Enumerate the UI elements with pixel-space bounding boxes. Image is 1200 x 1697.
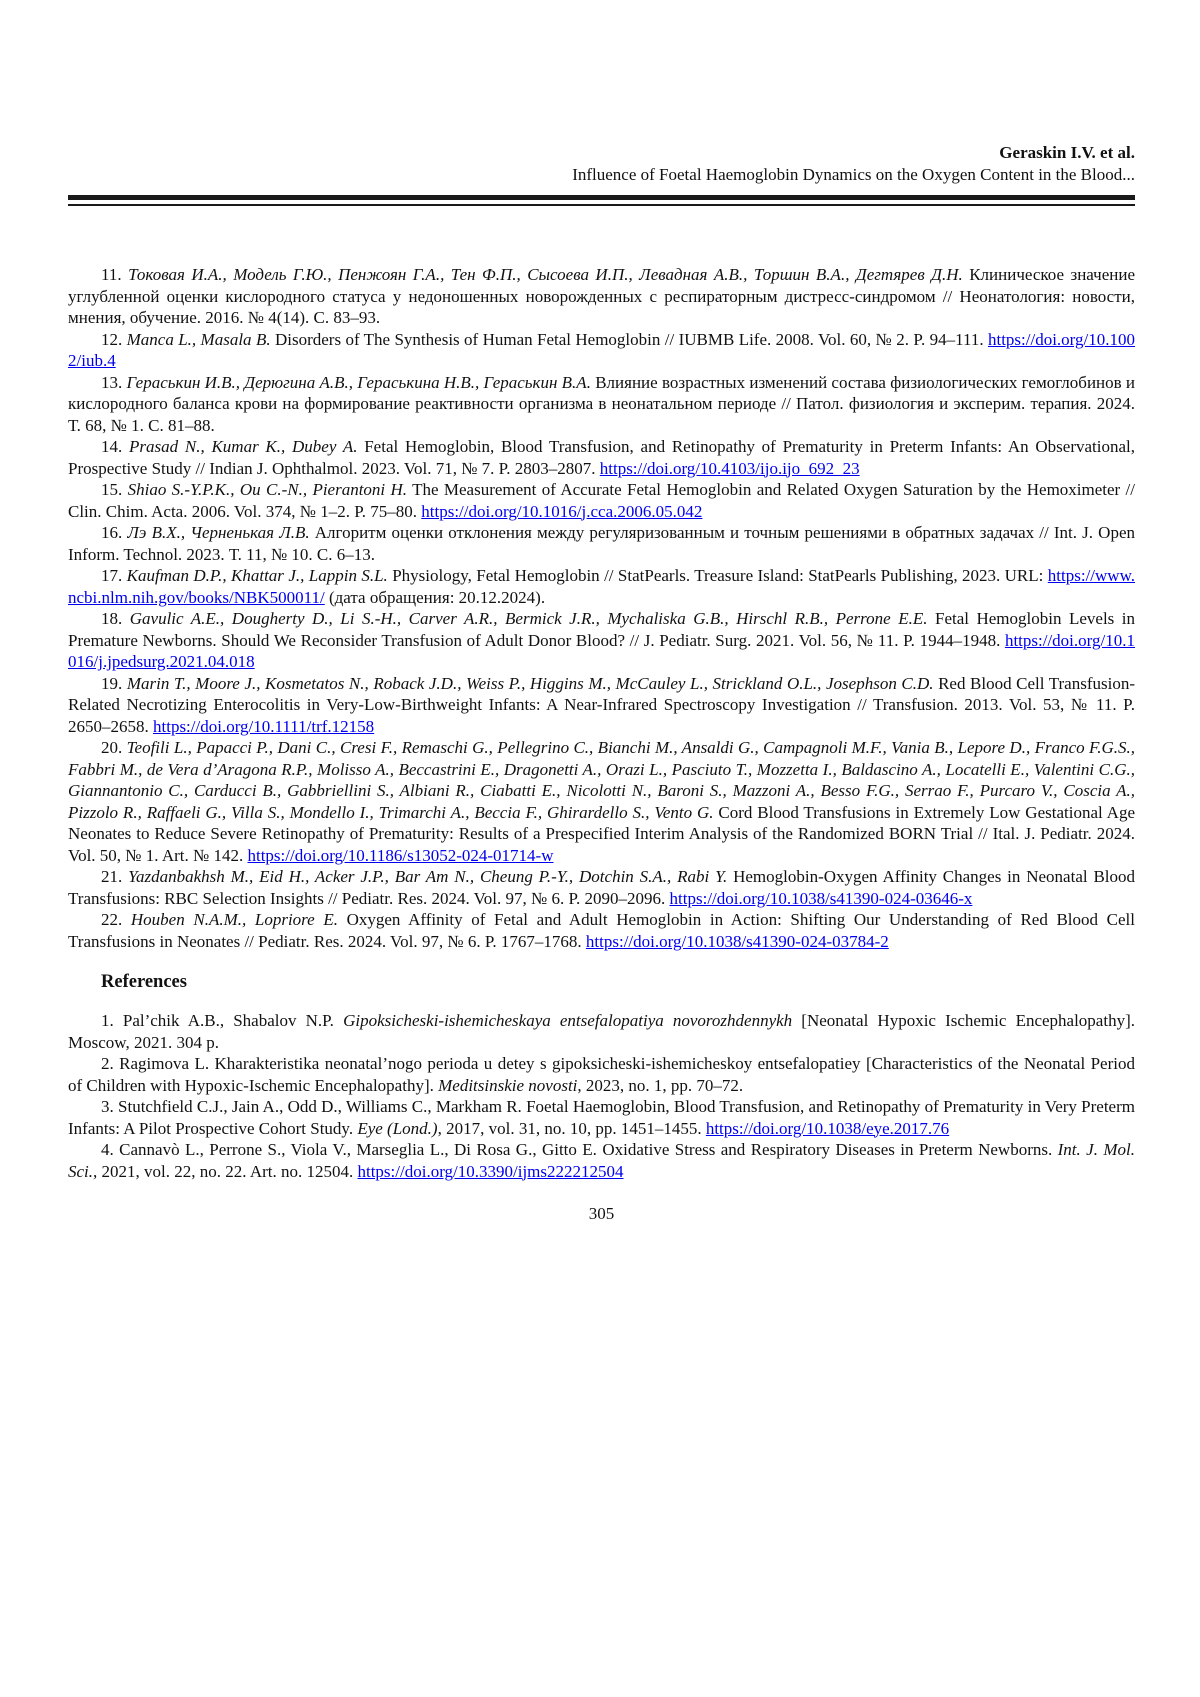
doi-link[interactable]: https://doi.org/10.1186/s13052-024-01714-w — [247, 845, 554, 865]
reference-authors: Гераськин И.В., Дерюгина А.В., Гераськина Н.В., Гераськин В.А. — [126, 372, 591, 392]
reference-item-16 — [68, 522, 1135, 565]
reference-number: 22. — [101, 910, 131, 929]
running-head-title: Influence of Foetal Haemoglobin Dynamics on the Oxygen Content in the Blood... — [572, 165, 1135, 184]
reference-authors: Manca L., Masala B. — [126, 329, 271, 349]
reference-item-11 — [68, 264, 1135, 329]
reference-item-19 — [68, 673, 1135, 738]
reference-text: , 2021, vol. 22, no. 22. Art. no. 12504. — [93, 1161, 358, 1181]
reference-authors: Yazdanbakhsh M., Eid H., Acker J.P., Bar Am N., Cheung P.-Y., Dotchin S.A., Rabi Y. — [128, 867, 728, 886]
doi-link[interactable]: https://doi.org/10.3390/ijms222212504 — [357, 1161, 624, 1181]
doi-link[interactable]: https://doi.org/10.4103/ijo.ijo_692_23 — [599, 458, 860, 478]
reference-number: 20. — [101, 738, 127, 757]
reference-text: Disorders of The Synthesis of Human Fetal Hemoglobin // IUBMB Life. 2008. Vol. 60, № 2. P. 94–111. — [270, 329, 988, 349]
reference-item-14 — [68, 436, 1135, 479]
reference-text: Cord Blood Transfusions in Extremely Low Gestational Age Neonates to Reduce Severe Retinopathy of Prematurity: Results of a Prespecified Interim Analysis of the Randomized BORN Trial // Ital. J. Pediatr. 2024. Vol. 50, № 1. Art. № 142. — [68, 802, 1135, 865]
reference-number: 17. — [101, 566, 127, 585]
reference-item-1 — [68, 1010, 1135, 1053]
header-rule-thin — [68, 204, 1135, 206]
reference-authors: Kaufman D.P., Khattar J., Lappin S.L. — [126, 566, 388, 585]
reference-list-russian-style — [68, 264, 1135, 952]
doi-link[interactable]: https://doi.org/10.1111/trf.12158 — [153, 716, 375, 736]
running-head — [68, 0, 1135, 186]
reference-number: 19. — [101, 673, 127, 693]
url-link[interactable]: https://www.ncbi.nlm.nih.gov/books/NBK500011/ — [68, 566, 1135, 607]
reference-text: 3. Stutchfield C.J., Jain A., Odd D., Williams C., Markham R. Foetal Haemoglobin, Blood Transfusion, and Retinopathy of Prematurity in Very Preterm Infants: A Pilot Prospective Cohort Study. — [68, 1097, 1135, 1138]
doi-link[interactable]: https://doi.org/10.1038/eye.2017.76 — [705, 1118, 950, 1138]
reference-item-17 — [68, 565, 1135, 608]
reference-item-21 — [68, 866, 1135, 909]
reference-number: 15. — [101, 480, 128, 499]
doi-link[interactable]: https://doi.org/10.1016/j.cca.2006.05.042 — [421, 501, 703, 521]
running-head-authors: Geraskin I.V. et al. — [999, 143, 1135, 162]
reference-item-3 — [68, 1096, 1135, 1139]
doi-link[interactable]: https://doi.org/10.1002/iub.4 — [68, 329, 1136, 370]
reference-item-15 — [68, 479, 1135, 522]
reference-item-20 — [68, 737, 1135, 866]
reference-authors: Токовая И.А., Модель Г.Ю., Пенжоян Г.А., Тен Ф.П., Сысоева И.П., Левадная А.В., Торшин В.А., Дегтярев Д.Н. — [128, 265, 963, 284]
reference-text: Fetal Hemoglobin Levels in Premature Newborns. Should We Reconsider Transfusion of Adult Donor Blood? // J. Pediatr. Surg. 2021. Vol. 56, № 11. P. 1944–1948. — [68, 609, 1136, 650]
reference-authors: Gavulic A.E., Dougherty D., Li S.-H., Carver A.R., Bermick J.R., Mychaliska G.B., Hirschl R.B., Perrone E.E. — [129, 609, 928, 628]
reference-text: , 2017, vol. 31, no. 10, pp. 1451–1455. — [437, 1118, 706, 1138]
reference-item-4 — [68, 1139, 1135, 1182]
reference-number: 12. — [101, 329, 127, 349]
reference-text: Клиническое значение углубленной оценки кислородного статуса у недоношенных новорожденных с респираторным дистресс-синдромом // Неонатология: новости, мнения, обучение. 2016. № 4(14). С. 83–93. — [68, 265, 1135, 327]
reference-list-english-style — [68, 1010, 1135, 1182]
page-number: 305 — [588, 1204, 615, 1223]
reference-number: 11. — [101, 265, 129, 284]
reference-text: 4. Cannavò L., Perrone S., Viola V., Marseglia L., Di Rosa G., Gitto E. Oxidative Stress and Respiratory Diseases in Preterm Newborns. — [101, 1140, 1058, 1159]
reference-tail: (дата обращения: 20.12.2024). — [324, 587, 546, 607]
doi-link[interactable]: https://doi.org/10.1016/j.jpedsurg.2021.04.018 — [68, 630, 1135, 671]
doi-link[interactable]: https://doi.org/10.1038/s41390-024-03784-2 — [585, 931, 889, 951]
reference-authors: Marin T., Moore J., Kosmetatos N., Roback J.D., Weiss P., Higgins M., McCauley L., Strickland O.L., Josephson C.D. — [126, 673, 934, 693]
reference-text: Red Blood Cell Transfusion-Related Necrotizing Enterocolitis in Very-Low-Birthweight Infants: A Near-Infrared Spectroscopy Investigation // Transfusion. 2013. Vol. 53, № 11. P. 2650–2658. — [68, 673, 1136, 736]
reference-item-22 — [68, 909, 1135, 952]
reference-item-18 — [68, 608, 1135, 673]
doi-link[interactable]: https://doi.org/10.1038/s41390-024-03646-x — [669, 888, 973, 908]
reference-authors: Teofili L., Papacci P., Dani C., Cresi F., Remaschi G., Pellegrino C., Bianchi M., Ansaldi G., Campagnoli M.F., Vania B., Lepore D., Franco F.G.S., Fabbri M., de Vera d’Aragona R.P., Molisso A., Beccastrini E., Dragonetti A., Orazi L., Pasciuto T., Mozzetta I., Baldascino A., Locatelli E., Valentini C.G., Giannantonio C., Carducci B., Gabbriellini S., Albiani R., Ciabatti E., Nicolotti N., Baroni S., Mazzoni A., Besso F.G., Serrao F., Purcaro V., Coscia A., Pizzolo R., Raffaeli G., Villa S., Mondello I., Trimarchi A., Beccia F., Ghirardello S., Vento G. — [68, 738, 1135, 822]
reference-number: 14. — [101, 437, 129, 456]
reference-authors: Лэ В.Х., Черненькая Л.В. — [127, 523, 310, 542]
reference-item-12 — [68, 329, 1135, 372]
reference-text: Hemoglobin-Oxygen Affinity Changes in Neonatal Blood Transfusions: RBC Selection Insights // Pediatr. Res. 2024. Vol. 97, № 6. P. 2090–2096. — [68, 867, 1136, 908]
reference-text: 1. Pal’chik A.B., Shabalov N.P. — [101, 1011, 344, 1030]
reference-authors: Shiao S.-Y.P.K., Ou C.-N., Pierantoni H. — [127, 480, 408, 499]
reference-journal: Eye (Lond.) — [357, 1118, 438, 1138]
reference-text: 2. Ragimova L. Kharakteristika neonatal’nogo perioda u detey s gipoksicheski-ishemicheskoy entsefalopatiey [Characteristics of the Neonatal Period of Children with Hypoxic-Ischemic Encephalopathy]. — [68, 1054, 1135, 1095]
reference-item-13 — [68, 372, 1135, 437]
reference-authors: Prasad N., Kumar K., Dubey A. — [129, 437, 358, 456]
reference-text: Влияние возрастных изменений состава физиологических гемоглобинов и кислородного баланса крови на формирование реактивности организма в неонатальном периоде // Патол. физиология и эксперим. терапия. 2024. Т. 68, № 1. С. 81–88. — [68, 372, 1136, 435]
reference-text: Fetal Hemoglobin, Blood Transfusion, and Retinopathy of Prematurity in Preterm Infants: An Observational, Prospective Study // Indian J. Ophthalmol. 2023. Vol. 71, № 7. P. 2803–2807. — [68, 437, 1136, 478]
reference-number: 13. — [101, 372, 127, 392]
reference-number: 18. — [101, 609, 130, 628]
page-content — [68, 0, 1135, 1224]
reference-number: 21. — [101, 867, 129, 886]
reference-text: , 2023, no. 1, pp. 70–72. — [577, 1075, 744, 1095]
reference-text: Алгоритм оценки отклонения между регуляризованным и точным решениями в обратных задачах // Int. J. Open Inform. Technol. 2023. Т. 11, № 10. С. 6–13. — [68, 523, 1135, 564]
reference-text: [Neonatal Hypoxic Ischemic Encephalopathy]. Moscow, 2021. 304 p. — [68, 1011, 1135, 1052]
reference-journal: Int. J. Mol. Sci. — [68, 1140, 1135, 1181]
reference-journal: Meditsinskie novosti — [438, 1075, 578, 1095]
reference-text: The Measurement of Accurate Fetal Hemoglobin and Related Oxygen Saturation by the Hemoximeter // Clin. Chim. Acta. 2006. Vol. 374, № 1–2. P. 75–80. — [68, 480, 1136, 521]
reference-number: 16. — [101, 523, 128, 542]
reference-source-title: Gipoksicheski-ishemicheskaya entsefalopatiya novorozhdennykh — [343, 1011, 793, 1030]
reference-text: Physiology, Fetal Hemoglobin // StatPearls. Treasure Island: StatPearls Publishing, 2023. URL: — [387, 566, 1048, 585]
header-rule-thick — [68, 195, 1135, 200]
reference-text: Oxygen Affinity of Fetal and Adult Hemoglobin in Action: Shifting Our Understanding of Red Blood Cell Transfusions in Neonates // Pediatr. Res. 2024. Vol. 97, № 6. P. 1767–1768. — [68, 910, 1135, 951]
reference-item-2 — [68, 1053, 1135, 1096]
references-heading: References — [101, 972, 187, 992]
reference-authors: Houben N.A.M., Lopriore E. — [130, 910, 338, 929]
